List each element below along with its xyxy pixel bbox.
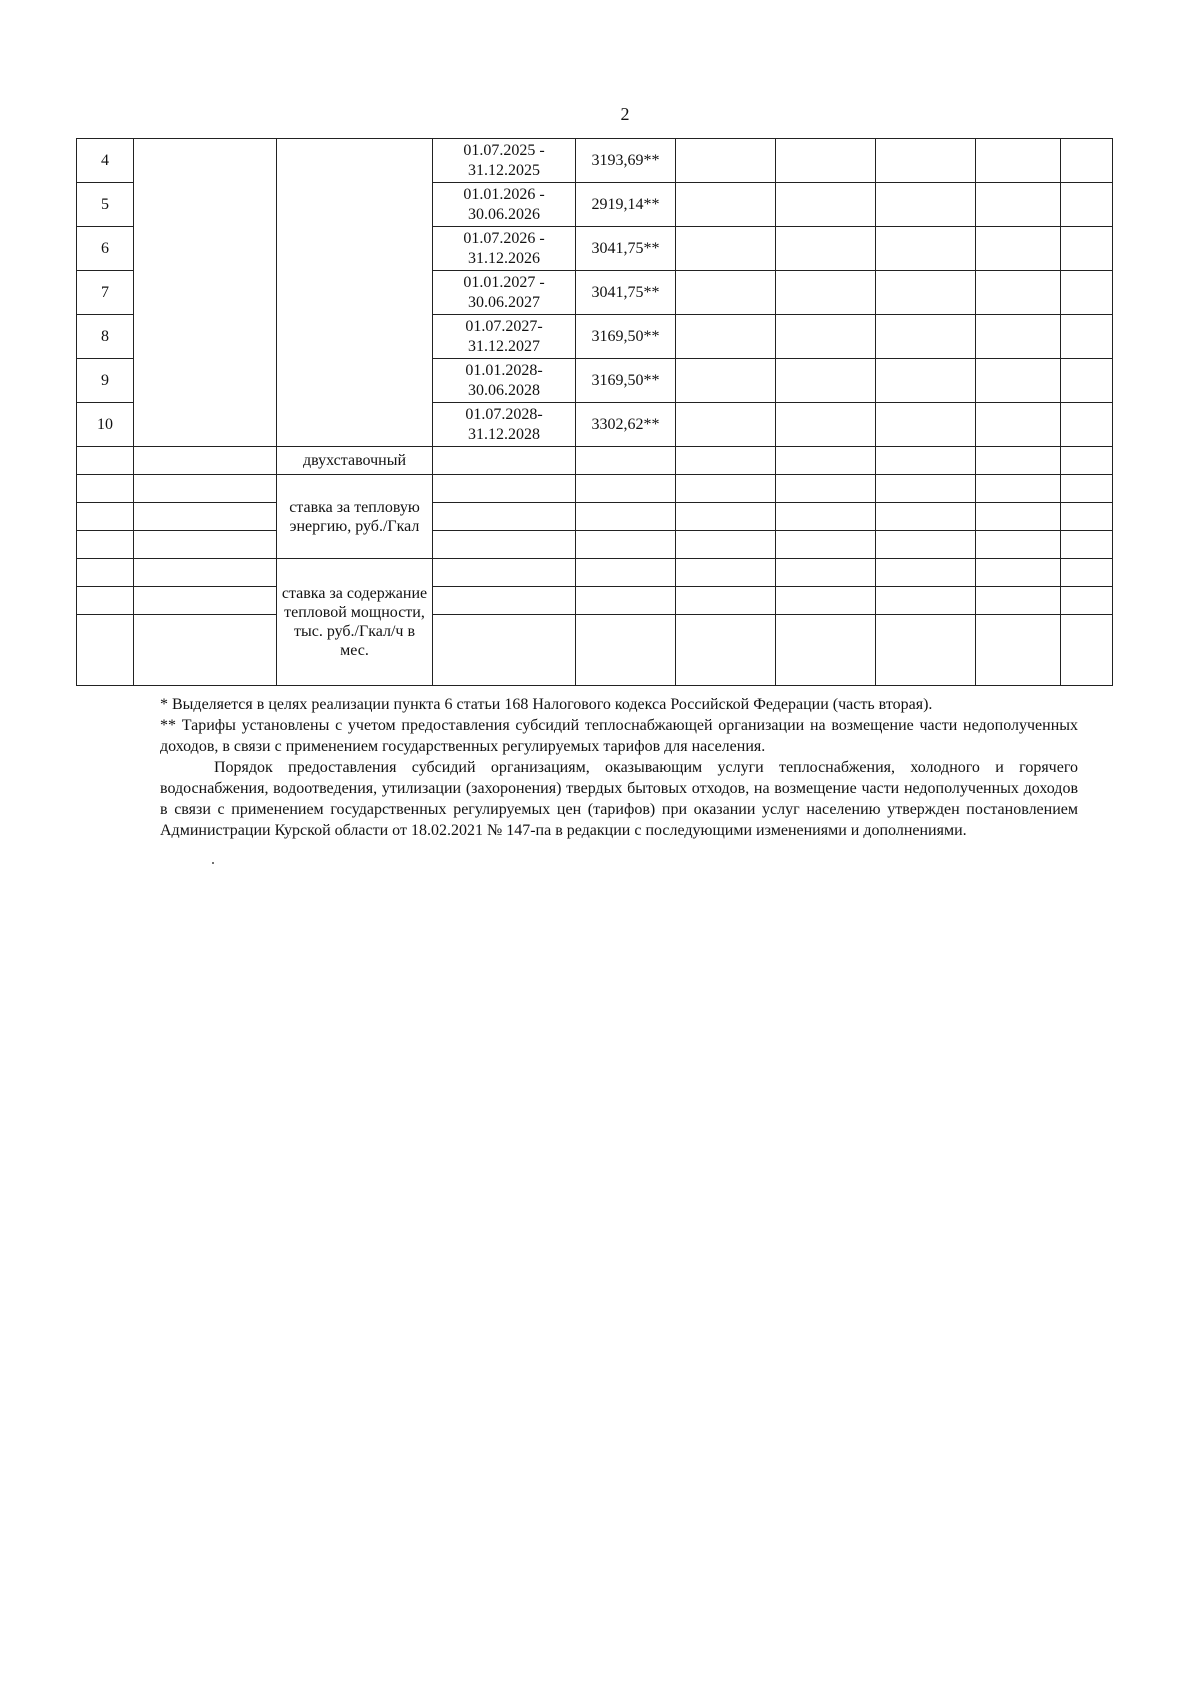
tariff-table — [76, 138, 1113, 686]
period-cell — [433, 359, 576, 403]
period-cell — [433, 271, 576, 315]
scan-speck — [212, 862, 214, 864]
tariff-value: 3169,50** — [576, 315, 676, 359]
table-row — [77, 615, 1113, 686]
notes-section — [160, 694, 1078, 841]
period-end: 31.12.2027 — [468, 337, 540, 355]
period-end: 30.06.2028 — [468, 381, 540, 399]
page-number: 2 — [620, 104, 630, 124]
period-cell — [433, 139, 576, 183]
table-row — [77, 139, 1113, 183]
period-start: 01.01.2028- — [465, 361, 543, 379]
empty-cell — [134, 139, 277, 447]
period-start: 01.01.2027 - — [463, 273, 545, 291]
row-number: 6 — [77, 227, 134, 271]
row-number: 9 — [77, 359, 134, 403]
row-number: 4 — [77, 139, 134, 183]
period-start: 01.07.2028- — [465, 405, 543, 423]
period-end: 31.12.2025 — [468, 161, 540, 179]
row-number: 5 — [77, 183, 134, 227]
empty-cell — [277, 139, 433, 447]
tariff-value: 3193,69** — [576, 139, 676, 183]
tariff-value: 3041,75** — [576, 227, 676, 271]
tariff-value: 3041,75** — [576, 271, 676, 315]
table-row — [77, 559, 1113, 587]
table-row — [77, 587, 1113, 615]
period-end: 31.12.2028 — [468, 425, 540, 443]
capacity-rate-label: ставка за содержание тепловой мощности, тыс. руб./Гкал/ч в мес. — [277, 559, 433, 686]
period-cell — [433, 227, 576, 271]
row-number: 7 — [77, 271, 134, 315]
tariff-value: 3302,62** — [576, 403, 676, 447]
period-cell — [433, 315, 576, 359]
table-row — [77, 475, 1113, 503]
table-row — [77, 503, 1113, 531]
table-row — [77, 531, 1113, 559]
period-end: 31.12.2026 — [468, 249, 540, 267]
footnote-vat: * Выделяется в целях реализации пункта 6 статьи 168 Налогового кодекса Российской Федерации (часть вторая). — [160, 696, 933, 713]
period-start: 01.07.2027- — [465, 317, 543, 335]
period-start: 01.07.2026 - — [463, 229, 545, 247]
subsidy-procedure-paragraph: Порядок предоставления субсидий организациям, оказывающим услуги теплоснабжения, холодного и горячего водоснабжения, водоотведения, утилизации (захоронения) твердых бытовых отходов, на возмещение части недополученных доходов в связи с применением государственных регулируемых цен (тарифов) при оказании услуг населению утвержден постановлением Администрации Курской области от 18.02.2021 № 147-па в редакции с последующими изменениями и дополнениями. — [160, 759, 1078, 839]
footnote-subsidy: ** Тарифы установлены с учетом предоставления субсидий теплоснабжающей организации на возмещение части недополученных доходов, в связи с применением государственных регулируемых тарифов для населения. — [160, 717, 1078, 755]
period-end: 30.06.2027 — [468, 293, 540, 311]
two-part-tariff-label: двухставочный — [277, 447, 433, 475]
period-cell — [433, 403, 576, 447]
period-start: 01.07.2025 - — [463, 141, 545, 159]
period-cell — [433, 183, 576, 227]
tariff-value: 3169,50** — [576, 359, 676, 403]
tariff-value: 2919,14** — [576, 183, 676, 227]
table-row — [77, 447, 1113, 475]
row-number: 10 — [77, 403, 134, 447]
row-number: 8 — [77, 315, 134, 359]
period-end: 30.06.2026 — [468, 205, 540, 223]
period-start: 01.01.2026 - — [463, 185, 545, 203]
heat-energy-rate-label: ставка за тепловую энергию, руб./Гкал — [277, 475, 433, 559]
